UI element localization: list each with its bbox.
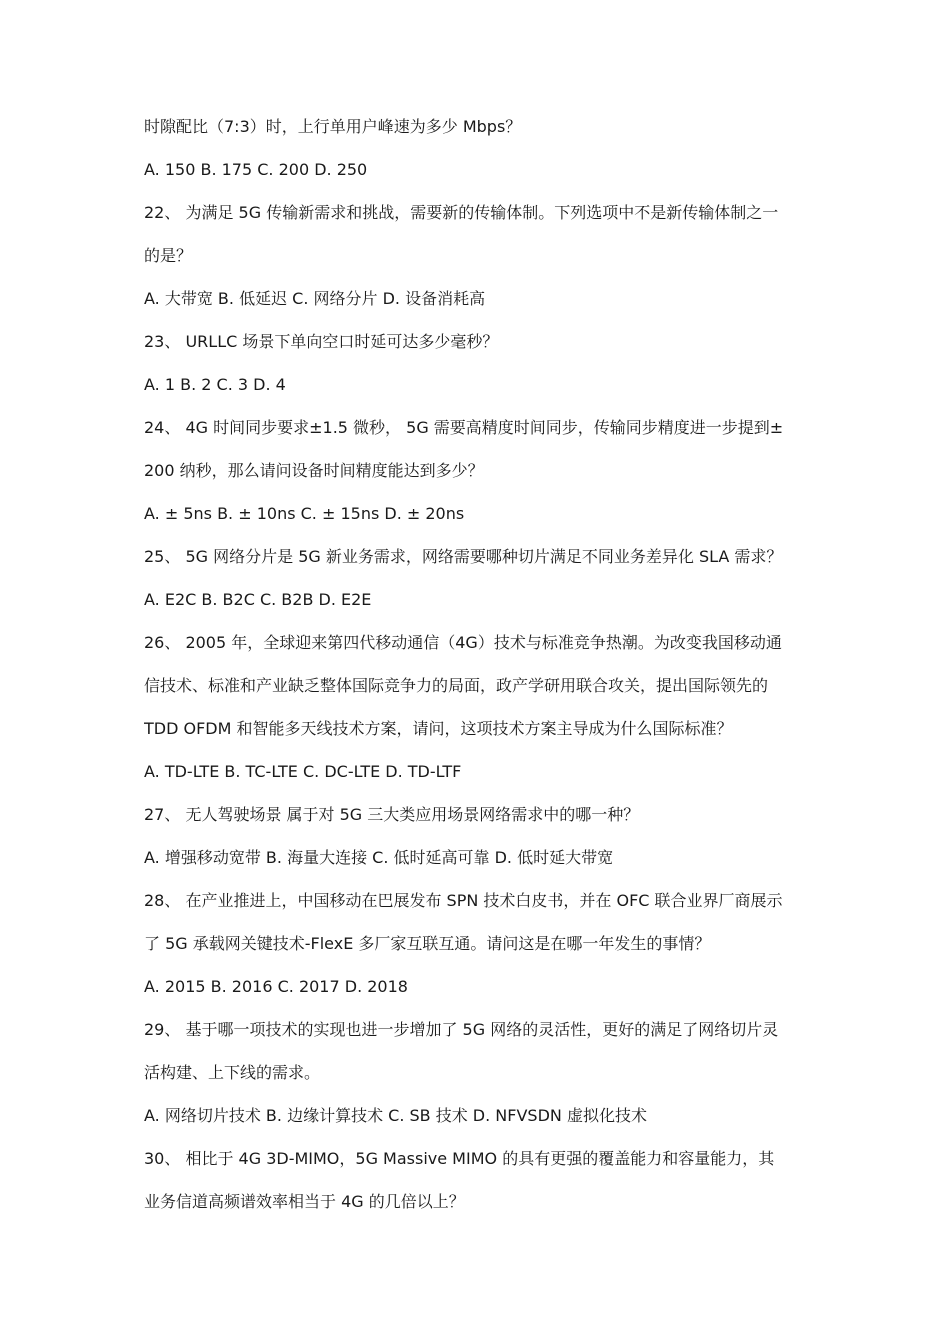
text-line: 业务信道高频谱效率相当于 4G 的几倍以上？: [144, 1192, 465, 1211]
answer-options: A. 1 B. 2 C. 3 D. 4: [144, 375, 286, 394]
text-line: TDD OFDM 和智能多天线技术方案，请问，这项技术方案主导成为什么国际标准？: [144, 719, 733, 738]
question-25: 25、 5G 网络分片是 5G 新业务需求，网络需要哪种切片满足不同业务差异化 SLA 需求？: [144, 547, 783, 566]
text-line: 的是？: [144, 246, 193, 265]
answer-options: A. TD-LTE B. TC-LTE C. DC-LTE D. TD-LTF: [144, 762, 462, 781]
question-22: 22、 为满足 5G 传输新需求和挑战，需要新的传输体制。下列选项中不是新传输体制之一: [144, 203, 779, 222]
question-27: 27、 无人驾驶场景 属于对 5G 三大类应用场景网络需求中的哪一种？: [144, 805, 640, 824]
text-line: 时隙配比（7:3）时，上行单用户峰速为多少 Mbps？: [144, 117, 522, 136]
document-body: [144, 105, 814, 1223]
answer-options: A. ± 5ns B. ± 10ns C. ± 15ns D. ± 20ns: [144, 504, 465, 523]
answer-options: A. 网络切片技术 B. 边缘计算技术 C. SB 技术 D. NFVSDN 虚拟化技术: [144, 1106, 647, 1125]
question-26: 26、 2005 年，全球迎来第四代移动通信（4G）技术与标准竞争热潮。为改变我国移动通: [144, 633, 782, 652]
answer-options: A. 150 B. 175 C. 200 D. 250: [144, 160, 368, 179]
question-24: 24、 4G 时间同步要求±1.5 微秒， 5G 需要高精度时间同步，传输同步精度进一步提到±: [144, 418, 784, 437]
text-line: 200 纳秒，那么请问设备时间精度能达到多少？: [144, 461, 484, 480]
question-23: 23、 URLLC 场景下单向空口时延可达多少毫秒？: [144, 332, 499, 351]
question-30: 30、 相比于 4G 3D-MIMO，5G Massive MIMO 的具有更强的覆盖能力和容量能力，其: [144, 1149, 775, 1168]
text-line: 活构建、上下线的需求。: [144, 1063, 321, 1082]
text-line: 了 5G 承载网关键技术-FlexE 多厂家互联互通。请问这是在哪一年发生的事情？: [144, 934, 711, 953]
answer-options: A. E2C B. B2C C. B2B D. E2E: [144, 590, 372, 609]
question-28: 28、 在产业推进上，中国移动在巴展发布 SPN 技术白皮书，并在 OFC 联合业界厂商展示: [144, 891, 783, 910]
answer-options: A. 2015 B. 2016 C. 2017 D. 2018: [144, 977, 408, 996]
question-29: 29、 基于哪一项技术的实现也进一步增加了 5G 网络的灵活性，更好的满足了网络切片灵: [144, 1020, 779, 1039]
answer-options: A. 增强移动宽带 B. 海量大连接 C. 低时延高可靠 D. 低时延大带宽: [144, 848, 614, 867]
text-line: 信技术、标准和产业缺乏整体国际竞争力的局面，政产学研用联合攻关，提出国际领先的: [144, 676, 769, 695]
answer-options: A. 大带宽 B. 低延迟 C. 网络分片 D. 设备消耗高: [144, 289, 486, 308]
